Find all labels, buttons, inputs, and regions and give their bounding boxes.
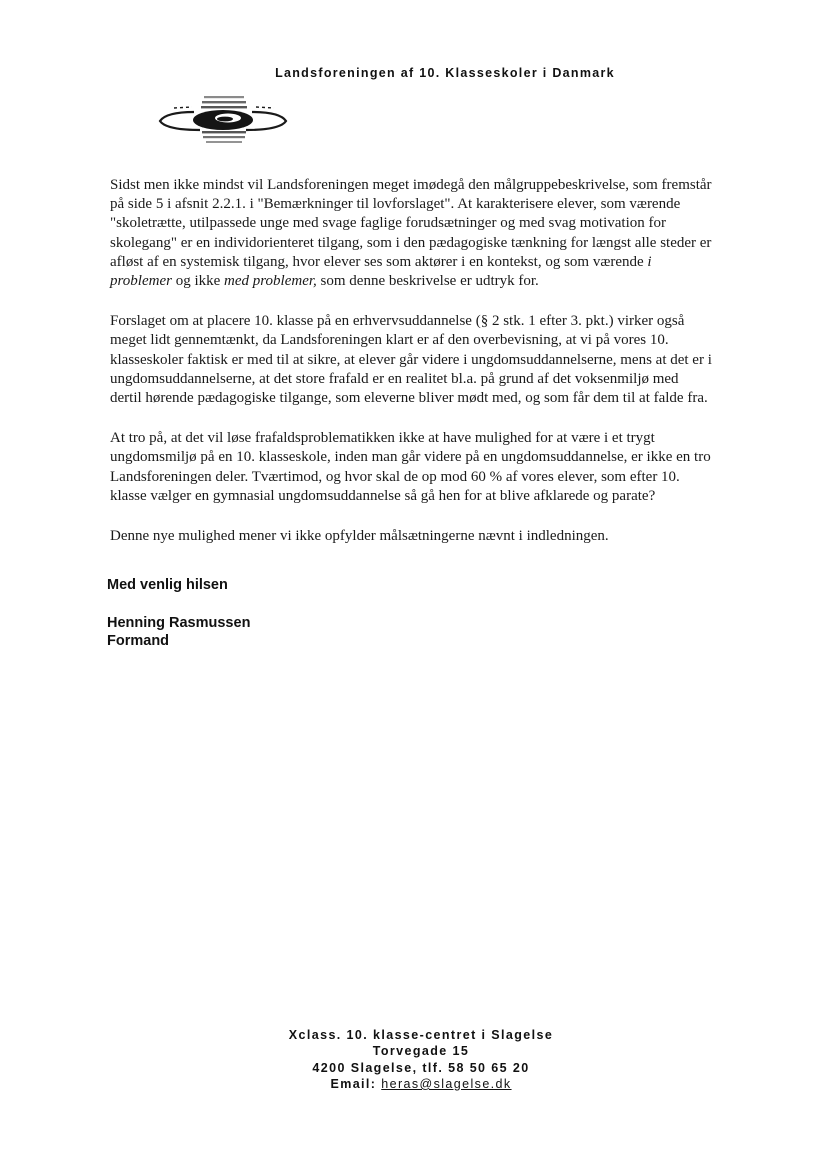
text-line	[110, 468, 760, 487]
footer-email-line	[16, 1076, 826, 1092]
signer-name: Henning Rasmussen	[107, 615, 251, 631]
text-line	[110, 176, 760, 195]
text-segment: Forslaget om at placere 10. klasse på en erhvervsuddannelse (§ 2 stk. 1 efter 3. pkt.) virker også	[110, 313, 685, 330]
text-segment: ungdomsmiljø på en 10. klasseskole, inden man går videre på en ungdomsuddannelse, er ikke en tro	[110, 449, 711, 466]
text-line	[110, 370, 760, 389]
text-segment: og ikke	[171, 273, 225, 290]
text-segment: ungdomsuddannelserne, at det store frafald er en realitet bl.a. på grund af det voksenmiljø med	[110, 370, 679, 387]
letter-body	[110, 176, 760, 567]
text-line	[110, 234, 760, 253]
text-segment: Sidst men ikke mindst vil Landsforeningen meget imødegå den målgruppebeskrivelse, som fremstår	[110, 177, 712, 193]
text-line	[110, 312, 760, 331]
text-line	[110, 214, 760, 233]
footer-email-label: Email:	[330, 1076, 382, 1091]
text-segment: klasseskoler faktisk er med til at sikre, at elever går videre i ungdomsuddannelserne, mens at det er i	[110, 351, 712, 368]
italic-text: problemer	[110, 273, 172, 290]
footer-organization: Xclass. 10. klasse-centret i Slagelse	[288, 1028, 554, 1042]
body-paragraph	[110, 176, 760, 291]
text-line	[110, 351, 760, 370]
text-line	[110, 448, 760, 467]
text-segment: som denne beskrivelse er udtryk for.	[316, 273, 539, 290]
text-segment: klasse vælger en gymnasial ungdomsuddannelse så gå hen for at blive afklarede og parate?	[110, 487, 656, 504]
text-segment: på side 5 i afsnit 2.2.1. i "Bemærkninger til lovforslaget". At karakterisere elever, som værende	[110, 196, 681, 213]
signer-role: Formand	[107, 633, 170, 649]
text-segment: skolegang" er en individorienteret tilgang, som i den pædagogiske tænkning for længst alle steder er	[110, 234, 712, 251]
footer-email-link[interactable]: heras@slagelse.dk	[381, 1076, 512, 1091]
text-line	[110, 195, 760, 214]
footer-city-phone: 4200 Slagelse, tlf. 58 50 65 20	[312, 1060, 530, 1075]
italic-text: med problemer,	[224, 273, 317, 290]
text-segment: Landsforeningen deler. Tværtimod, og hvor skal de op mod 60 % af vores elever, som efter 10.	[110, 468, 680, 485]
italic-text: i	[647, 253, 652, 270]
text-segment: At tro på, at det vil løse frafaldsproblematikken ikke at have mulighed for at være i et trygt	[110, 430, 655, 447]
text-line	[110, 487, 760, 506]
text-line	[110, 389, 760, 408]
body-paragraph	[110, 429, 760, 506]
footer-street: Torvegade 15	[372, 1044, 470, 1059]
orbit-logo-icon	[152, 90, 294, 152]
organization-header: Landsforeningen af 10. Klasseskoler i Danmark	[275, 66, 615, 80]
text-line	[110, 331, 760, 350]
text-segment: afløst af en systemisk tilgang, hvor elever ses som aktører i en kontekst, og som værende	[110, 253, 648, 270]
text-segment: meget lidt gennemtænkt, da Landsforeningen klart er af den overbevisning, at vi på vores 10.	[110, 332, 669, 349]
text-segment: dertil hørende pædagogiske tilgange, som eleverne bliver mødt med, og som får dem til at falde fra.	[110, 390, 708, 407]
closing-greeting: Med venlig hilsen	[107, 577, 228, 593]
text-line	[110, 272, 760, 291]
text-line	[110, 253, 760, 272]
text-line	[110, 429, 760, 448]
body-paragraph	[110, 312, 760, 408]
text-line	[110, 527, 760, 546]
footer-address	[0, 1027, 826, 1092]
text-segment: "skoletrætte, utilpassede unge med svage faglige forudsætninger og med svag motivation for	[110, 215, 667, 232]
text-segment: Denne nye mulighed mener vi ikke opfylder målsætningerne nævnt i indledningen.	[110, 528, 609, 545]
body-paragraph	[110, 527, 760, 546]
